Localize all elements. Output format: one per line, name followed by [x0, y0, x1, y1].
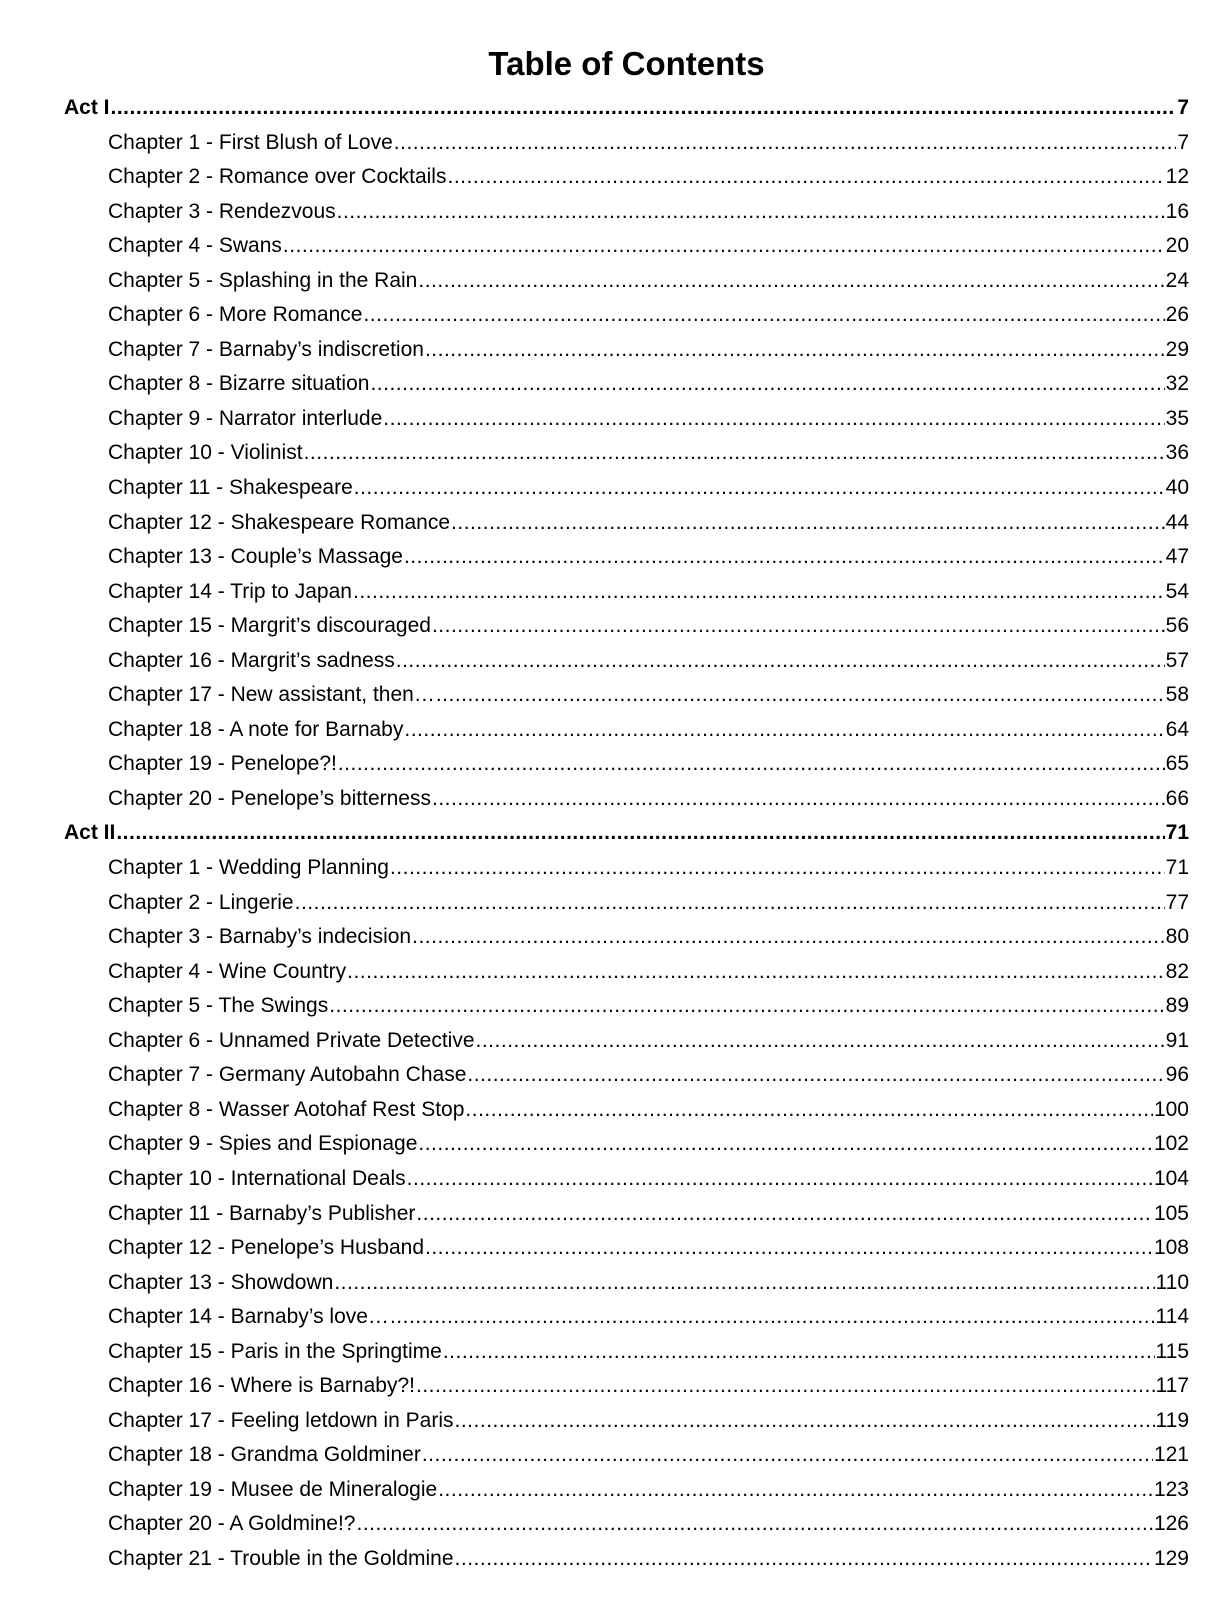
toc-entry-label: Chapter 18 - A note for Barnaby — [108, 717, 404, 741]
toc-chapter-entry[interactable] — [64, 1132, 1189, 1167]
toc-page-number: 100 — [1153, 1097, 1189, 1121]
toc-chapter-entry[interactable] — [64, 649, 1189, 684]
toc-chapter-entry[interactable] — [64, 614, 1189, 649]
toc-dot-leader — [396, 649, 1165, 673]
toc-dot-leader — [412, 925, 1165, 949]
toc-dot-leader — [334, 1271, 1154, 1295]
toc-dot-leader — [451, 511, 1165, 535]
toc-entry-label: Chapter 1 - First Blush of Love — [108, 130, 393, 154]
toc-chapter-entry[interactable] — [64, 234, 1189, 269]
toc-chapter-entry[interactable] — [64, 545, 1189, 580]
toc-entry-label: Chapter 15 - Margrit’s discouraged — [108, 614, 431, 638]
toc-page-number: 108 — [1153, 1236, 1189, 1260]
toc-dot-leader — [432, 787, 1165, 811]
toc-chapter-entry[interactable] — [64, 407, 1189, 442]
toc-page-number: 56 — [1165, 614, 1189, 638]
toc-entry-label: Chapter 8 - Bizarre situation — [108, 372, 370, 396]
toc-act-entry[interactable] — [64, 96, 1189, 131]
toc-chapter-entry[interactable] — [64, 1478, 1189, 1513]
toc-dot-leader — [432, 614, 1165, 638]
toc-dot-leader — [383, 407, 1164, 431]
toc-chapter-entry[interactable] — [64, 891, 1189, 926]
toc-entry-label: Chapter 6 - Unnamed Private Detective — [108, 1028, 475, 1052]
toc-entry-label: Chapter 13 - Couple’s Massage — [108, 545, 403, 569]
toc-page-number: 57 — [1165, 648, 1189, 672]
toc-page-number: 64 — [1165, 717, 1189, 741]
toc-entry-label: Chapter 16 - Where is Barnaby?! — [108, 1374, 415, 1398]
toc-chapter-entry[interactable] — [64, 1374, 1189, 1409]
toc-entry-label: Chapter 5 - Splashing in the Rain — [108, 268, 418, 292]
toc-entry-label: Chapter 3 - Rendezvous — [108, 199, 336, 223]
toc-entry-label: Chapter 15 - Paris in the Springtime — [108, 1339, 442, 1363]
toc-entry-label: Chapter 5 - The Swings — [108, 994, 329, 1018]
toc-chapter-entry[interactable] — [64, 1063, 1189, 1098]
toc-chapter-entry[interactable] — [64, 1443, 1189, 1478]
toc-page-number: 32 — [1165, 372, 1189, 396]
toc-dot-leader — [394, 131, 1177, 155]
toc-chapter-entry[interactable] — [64, 752, 1189, 787]
toc-chapter-entry[interactable] — [64, 303, 1189, 338]
toc-chapter-entry[interactable] — [64, 1340, 1189, 1375]
toc-page-number: 82 — [1165, 959, 1189, 983]
toc-entry-label: Chapter 1 - Wedding Planning — [108, 856, 389, 880]
toc-entry-label: Chapter 11 - Barnaby’s Publisher — [108, 1201, 416, 1225]
toc-entry-label: Chapter 7 - Germany Autobahn Chase — [108, 1063, 467, 1087]
toc-entry-label: Chapter 9 - Narrator interlude — [108, 406, 383, 430]
toc-entry-label: Chapter 14 - Trip to Japan — [108, 579, 352, 603]
toc-chapter-entry[interactable] — [64, 1512, 1189, 1547]
toc-page-number: 35 — [1165, 406, 1189, 430]
toc-chapter-entry[interactable] — [64, 165, 1189, 200]
toc-chapter-entry[interactable] — [64, 960, 1189, 995]
toc-dot-leader — [356, 1512, 1152, 1536]
toc-entry-label: Chapter 10 - Violinist — [108, 441, 303, 465]
toc-page-number: 16 — [1165, 199, 1189, 223]
toc-page-number: 7 — [1177, 96, 1189, 119]
toc-entry-label: Act II — [64, 821, 116, 845]
toc-dot-leader — [436, 683, 1165, 707]
toc-dot-leader — [353, 580, 1165, 604]
toc-chapter-entry[interactable] — [64, 1098, 1189, 1133]
toc-chapter-entry[interactable] — [64, 1236, 1189, 1271]
toc-chapter-entry[interactable] — [64, 131, 1189, 166]
toc-entry-label: Chapter 3 - Barnaby’s indecision — [108, 925, 412, 949]
toc-page-number: 36 — [1165, 441, 1189, 465]
toc-page-number: 66 — [1165, 786, 1189, 810]
toc-act-entry[interactable] — [64, 821, 1189, 856]
toc-dot-leader — [418, 269, 1164, 293]
toc-entry-label: Chapter 12 - Shakespeare Romance — [108, 510, 451, 534]
toc-dot-leader — [329, 994, 1164, 1018]
toc-dot-leader — [116, 821, 1164, 845]
toc-page-number: 20 — [1165, 234, 1189, 258]
toc-page-number: 105 — [1153, 1201, 1189, 1225]
toc-chapter-entry[interactable] — [64, 269, 1189, 304]
toc-chapter-entry[interactable] — [64, 994, 1189, 1029]
toc-dot-leader — [418, 1132, 1153, 1156]
toc-dot-leader — [338, 752, 1165, 776]
toc-entry-label: Chapter 13 - Showdown — [108, 1270, 334, 1294]
toc-chapter-entry[interactable] — [64, 1271, 1189, 1306]
toc-entry-label: Chapter 9 - Spies and Espionage — [108, 1132, 418, 1156]
toc-dot-leader — [390, 1305, 1155, 1329]
toc-dot-leader — [425, 1236, 1153, 1260]
toc-dot-leader — [347, 960, 1165, 984]
toc-chapter-entry[interactable] — [64, 1305, 1189, 1340]
toc-dot-leader — [295, 891, 1165, 915]
toc-entry-label: Chapter 19 - Penelope?! — [108, 752, 337, 776]
toc-dot-leader — [447, 165, 1164, 189]
toc-dot-leader — [354, 476, 1165, 500]
toc-chapter-entry[interactable] — [64, 200, 1189, 235]
toc-dot-leader — [304, 441, 1165, 465]
toc-dot-leader — [438, 1478, 1153, 1502]
toc-dot-leader — [404, 545, 1165, 569]
toc-page-number: 65 — [1165, 752, 1189, 776]
toc-page-number: 115 — [1155, 1339, 1189, 1363]
toc-chapter-entry[interactable] — [64, 476, 1189, 511]
toc-dot-leader — [465, 1098, 1153, 1122]
toc-entry-label: Chapter 11 - Shakespeare — [108, 476, 353, 500]
toc-entry-label: Chapter 8 - Wasser Aotohaf Rest Stop — [108, 1097, 465, 1121]
toc-page-number: 104 — [1153, 1166, 1189, 1190]
toc-dot-leader — [407, 1167, 1153, 1191]
page-title: Table of Contents — [488, 45, 765, 82]
toc-page-number: 123 — [1153, 1477, 1189, 1501]
toc-entry-label: Chapter 14 - Barnaby’s love… — [108, 1305, 389, 1329]
toc-page-number: 40 — [1165, 476, 1189, 500]
toc-entry-label: Chapter 2 - Romance over Cocktails — [108, 165, 447, 189]
toc-entry-label: Chapter 12 - Penelope’s Husband — [108, 1236, 424, 1260]
toc-entry-label: Chapter 6 - More Romance — [108, 303, 363, 327]
toc-entry-label: Chapter 2 - Lingerie — [108, 890, 294, 914]
toc-page-number: 54 — [1165, 579, 1189, 603]
toc-chapter-entry[interactable] — [64, 338, 1189, 373]
toc-page-number: 7 — [1177, 130, 1189, 154]
toc-chapter-entry[interactable] — [64, 856, 1189, 891]
toc-page-number: 12 — [1165, 165, 1189, 189]
toc-chapter-entry[interactable] — [64, 511, 1189, 546]
toc-entry-label: Chapter 21 - Trouble in the Goldmine — [108, 1546, 454, 1570]
toc-dot-leader — [404, 718, 1164, 742]
toc-dot-leader — [455, 1409, 1155, 1433]
toc-dot-leader — [111, 96, 1177, 120]
toc-entry-label: Chapter 17 - New assistant, then… — [108, 683, 435, 707]
toc-list — [64, 96, 1189, 1582]
toc-chapter-entry[interactable] — [64, 1409, 1189, 1444]
toc-chapter-entry[interactable] — [64, 787, 1189, 822]
toc-page-number: 58 — [1165, 683, 1189, 707]
toc-page-number: 96 — [1165, 1063, 1189, 1087]
toc-chapter-entry[interactable] — [64, 718, 1189, 753]
toc-page-number: 24 — [1165, 268, 1189, 292]
toc-page-number: 102 — [1153, 1132, 1189, 1156]
toc-page-number: 126 — [1153, 1512, 1189, 1536]
toc-dot-leader — [476, 1029, 1165, 1053]
toc-page-number: 29 — [1165, 337, 1189, 361]
toc-chapter-entry[interactable] — [64, 580, 1189, 615]
toc-page-number: 129 — [1153, 1546, 1189, 1570]
toc-chapter-entry[interactable] — [64, 1547, 1189, 1582]
toc-dot-leader — [390, 856, 1165, 880]
toc-dot-leader — [455, 1547, 1153, 1571]
toc-page-number: 47 — [1165, 545, 1189, 569]
toc-entry-label: Chapter 18 - Grandma Goldminer — [108, 1443, 421, 1467]
toc-entry-label: Chapter 19 - Musee de Mineralogie — [108, 1477, 438, 1501]
toc-dot-leader — [416, 1202, 1153, 1226]
toc-chapter-entry[interactable] — [64, 1029, 1189, 1064]
toc-dot-leader — [467, 1063, 1164, 1087]
toc-entry-label: Chapter 4 - Swans — [108, 234, 282, 258]
toc-page-number: 121 — [1153, 1443, 1189, 1467]
toc-page-number: 117 — [1155, 1374, 1189, 1398]
toc-dot-leader — [443, 1340, 1155, 1364]
toc-chapter-entry[interactable] — [64, 441, 1189, 476]
toc-entry-label: Chapter 20 - Penelope’s bitterness — [108, 786, 431, 810]
toc-entry-label: Chapter 16 - Margrit’s sadness — [108, 648, 395, 672]
toc-page-number: 110 — [1155, 1270, 1189, 1294]
toc-entry-label: Chapter 20 - A Goldmine!? — [108, 1512, 356, 1536]
toc-dot-leader — [370, 372, 1164, 396]
toc-page-number: 91 — [1165, 1028, 1189, 1052]
toc-page-number: 71 — [1165, 856, 1189, 880]
toc-chapter-entry[interactable] — [64, 1167, 1189, 1202]
toc-page-number: 71 — [1165, 821, 1189, 845]
toc-entry-label: Chapter 7 - Barnaby’s indiscretion — [108, 337, 424, 361]
toc-entry-label: Act I — [64, 96, 110, 119]
toc-dot-leader — [337, 200, 1165, 224]
toc-page-number: 119 — [1155, 1408, 1189, 1432]
toc-dot-leader — [416, 1374, 1155, 1398]
toc-entry-label: Chapter 17 - Feeling letdown in Paris — [108, 1408, 454, 1432]
toc-page-number: 89 — [1165, 994, 1189, 1018]
toc-chapter-entry[interactable] — [64, 683, 1189, 718]
toc-dot-leader — [283, 234, 1165, 258]
toc-page-number: 26 — [1165, 303, 1189, 327]
toc-page-number: 80 — [1165, 925, 1189, 949]
toc-chapter-entry[interactable] — [64, 1202, 1189, 1237]
toc-chapter-entry[interactable] — [64, 925, 1189, 960]
toc-entry-label: Chapter 4 - Wine Country — [108, 959, 347, 983]
toc-dot-leader — [422, 1443, 1153, 1467]
toc-page-number: 44 — [1165, 510, 1189, 534]
toc-dot-leader — [425, 338, 1165, 362]
toc-dot-leader — [363, 303, 1164, 327]
toc-page-number: 114 — [1155, 1305, 1189, 1329]
toc-chapter-entry[interactable] — [64, 372, 1189, 407]
toc-page-number: 77 — [1165, 890, 1189, 914]
toc-entry-label: Chapter 10 - International Deals — [108, 1166, 406, 1190]
